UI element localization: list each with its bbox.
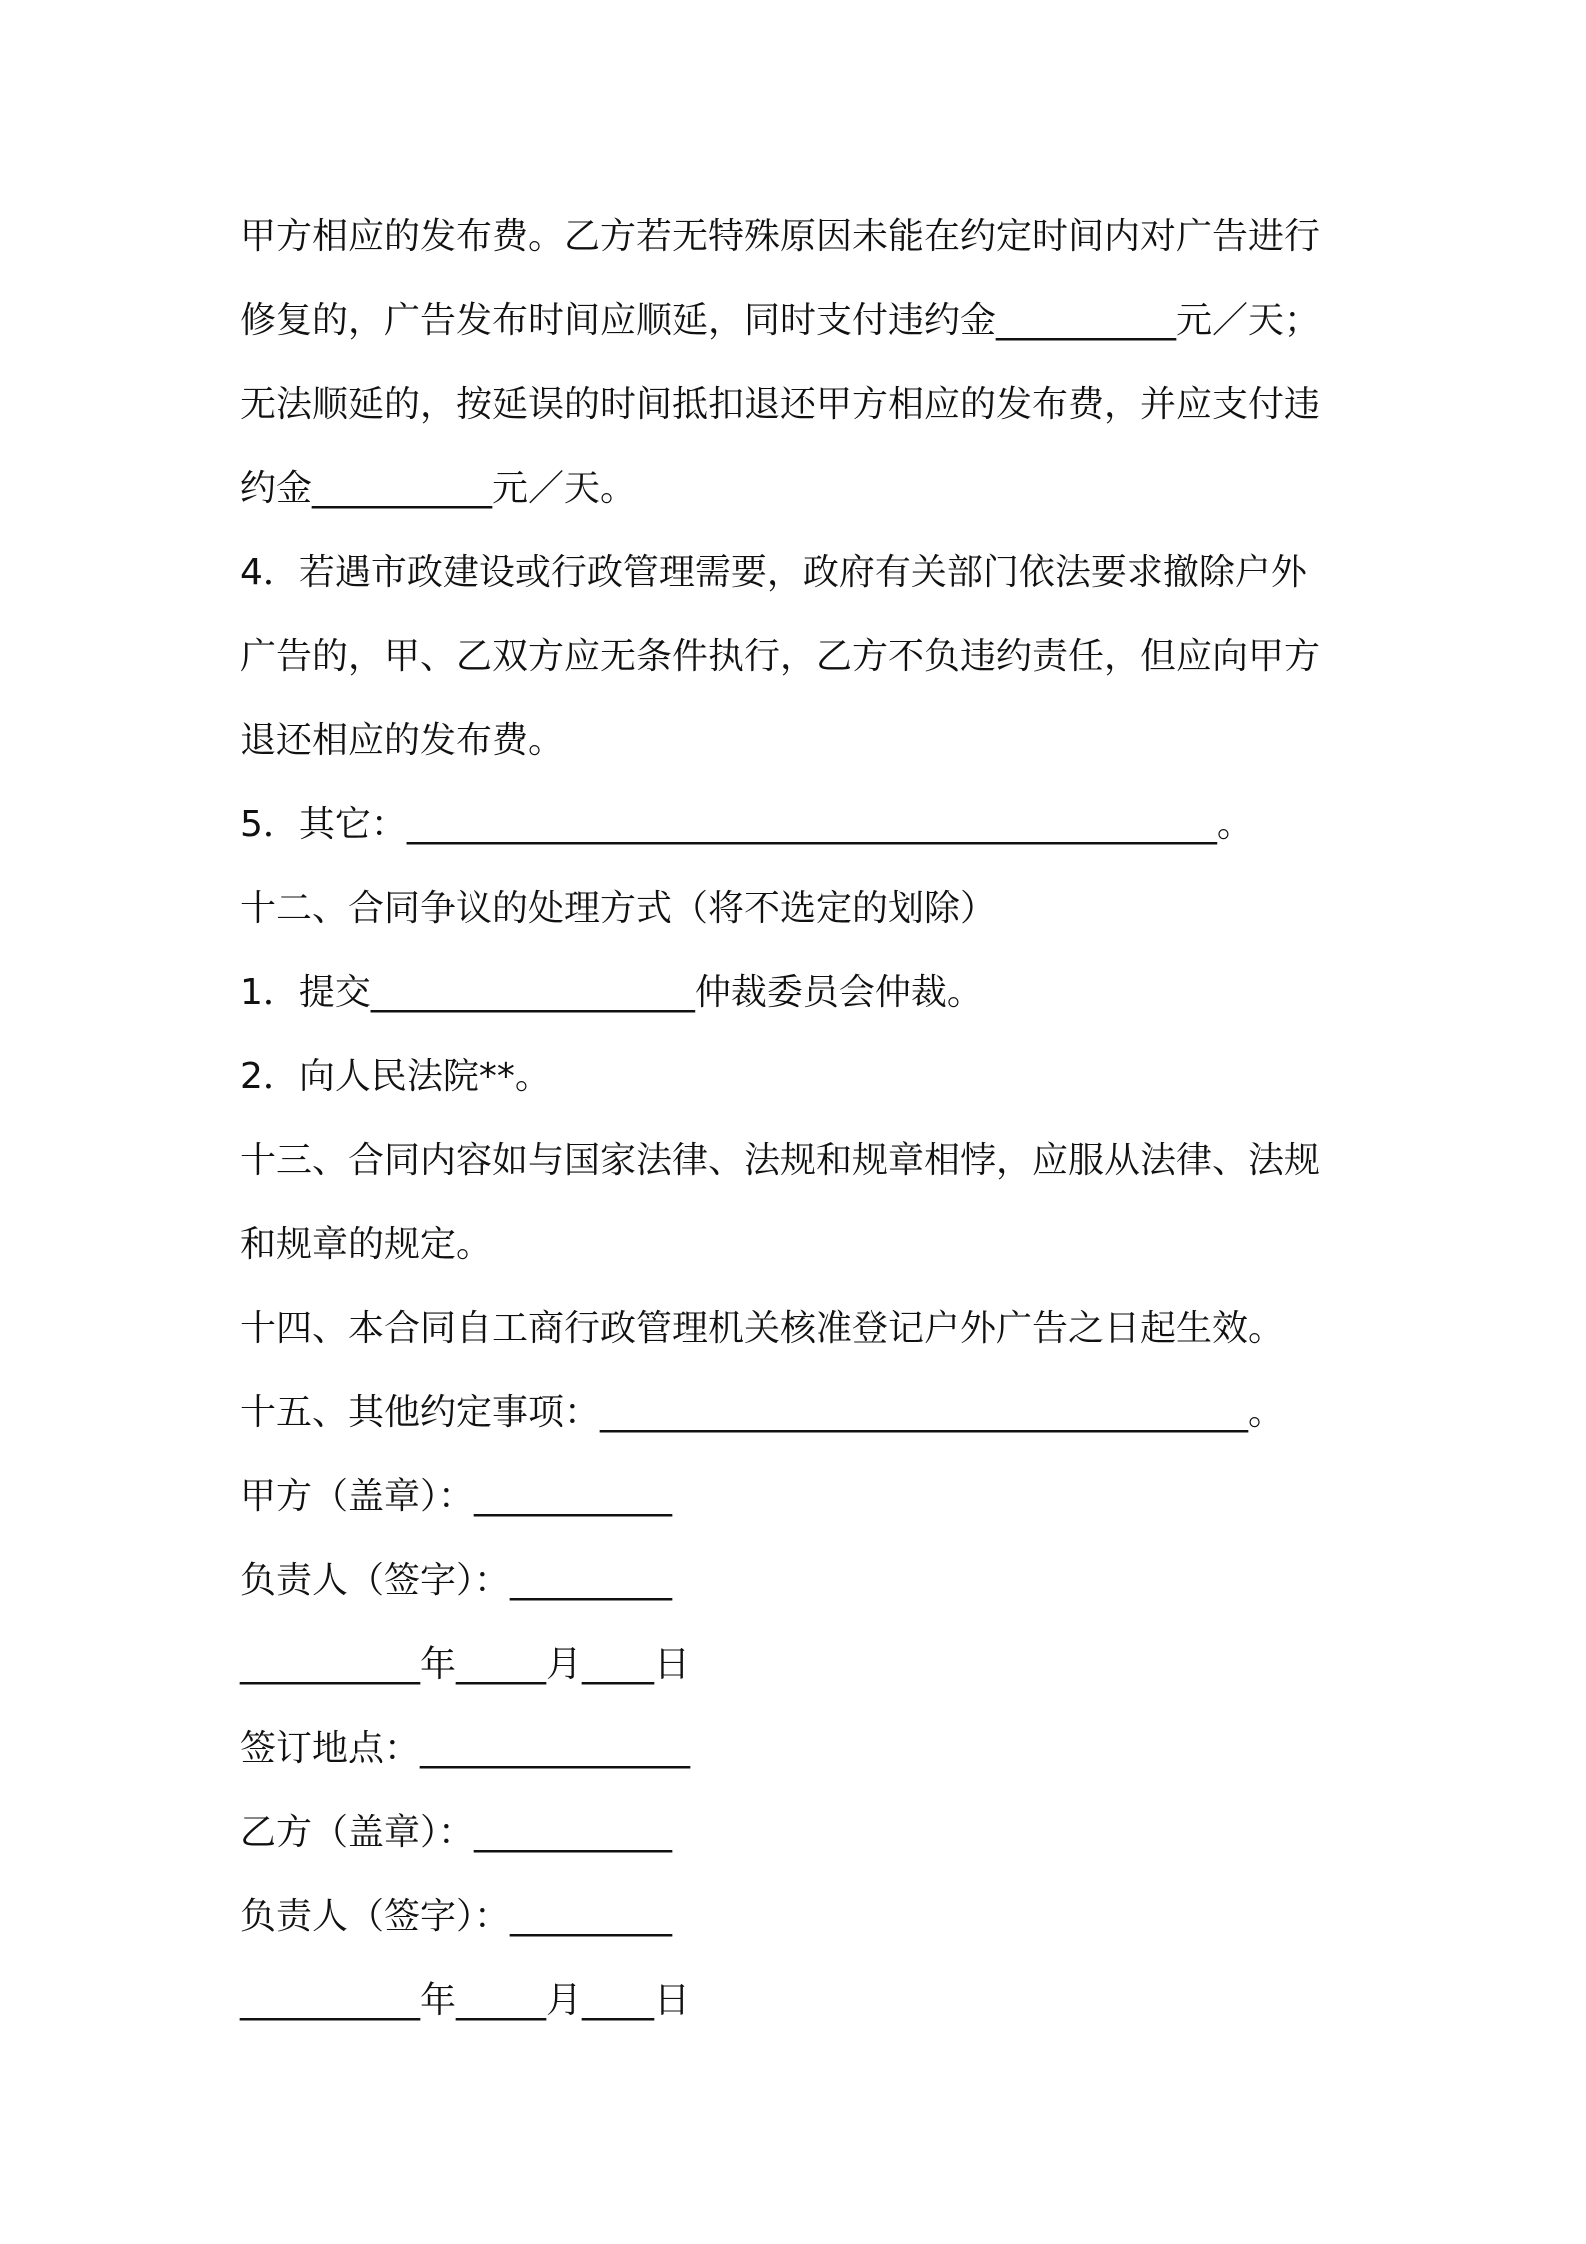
party-a-seal: 甲方（盖章）：___________ [240,1476,673,1517]
section-14: 十四、本合同自工商行政管理机关核准登记户外广告之日起生效。 [240,1308,1285,1349]
party-a-signatory: 负责人（签字）：_________ [240,1560,673,1601]
signing-place: 签订地点：_______________ [240,1728,691,1769]
contract-page [240,195,1360,2043]
text-line: 修复的，广告发布时间应顺延，同时支付违约金__________元／天； [240,300,1321,341]
section-13: 十三、合同内容如与国家法律、法规和规章相悖，应服从法律、法规 [240,1140,1321,1181]
clause-5: 5．其它：_____________________________________________。 [240,804,1253,845]
party-a-date: __________年_____月____日 [240,1644,690,1685]
dispute-option-1: 1．提交__________________仲裁委员会仲裁。 [240,972,983,1013]
text-line: 广告的，甲、乙双方应无条件执行，乙方不负违约责任，但应向甲方 [240,636,1321,677]
section-15: 十五、其他约定事项：____________________________________。 [240,1392,1285,1433]
text-line: 和规章的规定。 [240,1224,493,1265]
text-line: 退还相应的发布费。 [240,720,565,761]
clause-4: 4．若遇市政建设或行政管理需要，政府有关部门依法要求撤除户外 [240,552,1307,593]
dispute-option-2: 2．向人民法院**。 [240,1056,551,1097]
text-line: 无法顺延的，按延误的时间抵扣退还甲方相应的发布费，并应支付违 [240,384,1321,425]
text-line: 甲方相应的发布费。乙方若无特殊原因未能在约定时间内对广告进行 [240,216,1321,257]
text-line: 约金__________元／天。 [240,468,637,509]
section-12-heading: 十二、合同争议的处理方式（将不选定的划除） [240,888,997,929]
party-b-signatory: 负责人（签字）：_________ [240,1896,673,1937]
party-b-date: __________年_____月____日 [240,1980,690,2021]
party-b-seal: 乙方（盖章）：___________ [240,1812,673,1853]
